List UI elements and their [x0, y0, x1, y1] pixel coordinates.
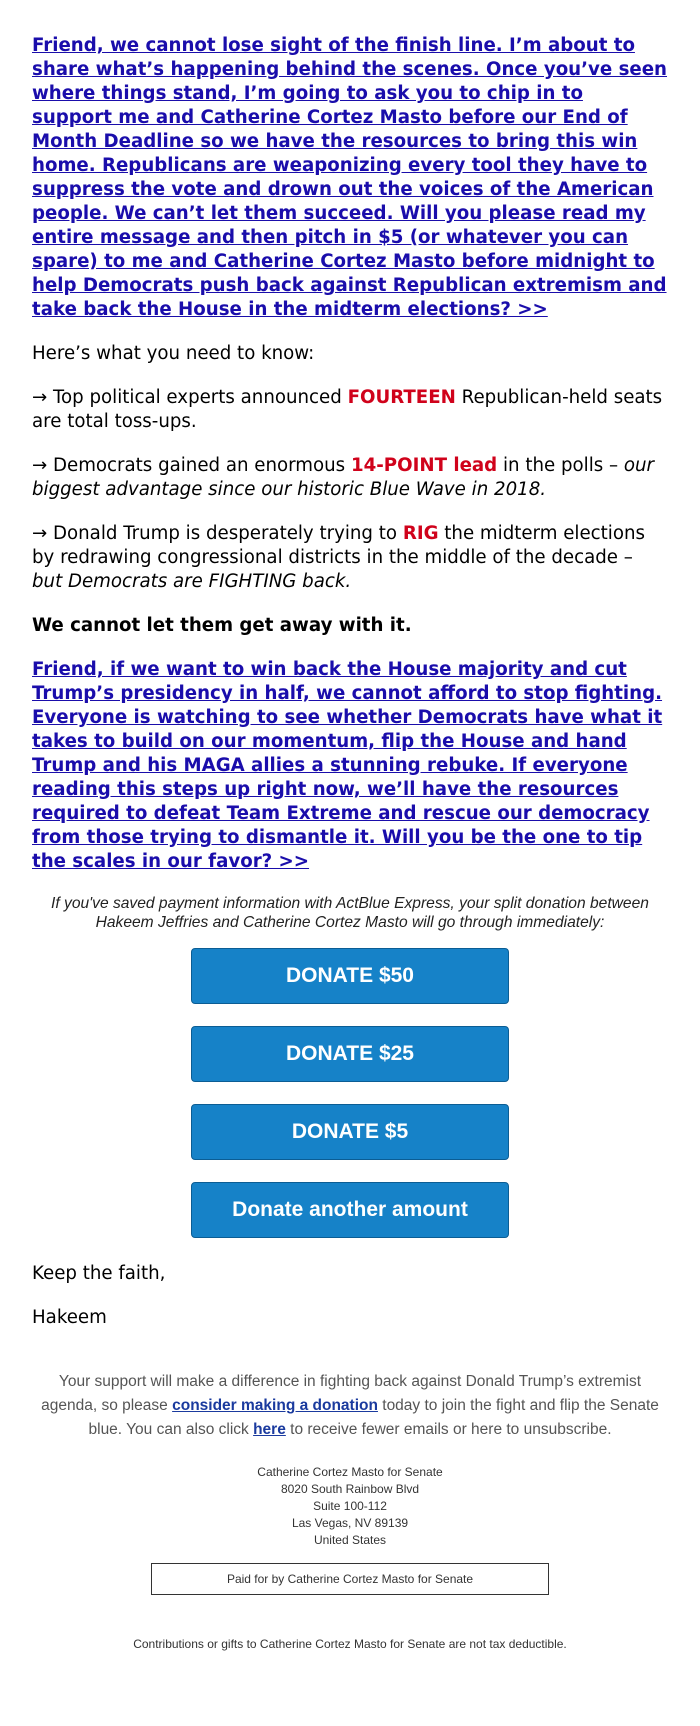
highlight-text: 14-POINT lead: [350, 455, 498, 476]
email-body: [32, 0, 668, 1651]
address-line: United States: [313, 1533, 387, 1547]
emphasis-line: We cannot let them get away with it.: [32, 615, 412, 636]
address-line: Catherine Cortez Masto for Senate: [257, 1465, 443, 1479]
donate-50-button[interactable]: DONATE $50: [191, 948, 509, 1004]
highlight-text: FOURTEEN: [347, 387, 456, 408]
address-line: Las Vegas, NV 89139: [291, 1516, 409, 1530]
signoff-text: Keep the faith,: [32, 1263, 166, 1284]
bullet-item: → Democrats gained an enormous 14-POINT lead in the polls – our biggest advantage since our historic Blue Wave in 2018.: [32, 455, 655, 500]
highlight-text: RIG: [402, 523, 439, 544]
address-line: 8020 South Rainbow Blvd: [280, 1482, 420, 1496]
consider-donation-link[interactable]: consider making a donation: [172, 1397, 378, 1414]
donate-25-button[interactable]: DONATE $25: [191, 1026, 509, 1082]
footer-text: Your support will make a difference in fighting back against Donald Trump’s extremist agenda, so please consider making a donation today to join the fight and flip the Senate blue. You can also click here to receive fewer emails or here to unsubscribe.: [41, 1373, 659, 1438]
bullet-item: → Top political experts announced FOURTEEN Republican-held seats are total toss-ups.: [32, 387, 663, 432]
tax-disclaimer: Contributions or gifts to Catherine Cortez Masto for Senate are not tax deductible.: [133, 1637, 567, 1651]
signature: Hakeem: [32, 1307, 107, 1328]
donate-buttons: [32, 948, 668, 1260]
mailing-address: [32, 1464, 668, 1549]
donate-5-button[interactable]: DONATE $5: [191, 1104, 509, 1160]
actblue-note: If you've saved payment information with ActBlue Express, your split donation between Hakeem Jeffries and Catherine Cortez Masto will go through immediately:: [51, 895, 649, 931]
donate-other-amount-button[interactable]: Donate another amount: [191, 1182, 509, 1238]
paid-for-box: Paid for by Catherine Cortez Masto for Senate: [151, 1563, 549, 1595]
second-donate-link[interactable]: Friend, if we want to win back the House majority and cut Trump’s presidency in half, we cannot afford to stop fighting. Everyone is watching to see whether Democrats have what it takes to build on our momentum, flip the House and hand Trump and his MAGA allies a stunning rebuke. If everyone reading this steps up right now, we’ll have the resources required to defeat Team Extreme and rescue our democracy from those trying to dismantle it. Will you be the one to tip the scales in our favor? >>: [32, 659, 663, 872]
bullet-item: → Donald Trump is desperately trying to RIG the midterm elections by redrawing congressional districts in the middle of the decade – but Democrats are FIGHTING back.: [32, 523, 645, 592]
need-to-know-heading: Here’s what you need to know:: [32, 343, 315, 364]
fewer-emails-link[interactable]: here: [253, 1421, 286, 1438]
address-line: Suite 100-112: [313, 1499, 387, 1513]
intro-donate-link[interactable]: Friend, we cannot lose sight of the finish line. I’m about to share what’s happening behind the scenes. Once you’ve seen where things stand, I’m going to ask you to chip in to support me and Catherine Cortez Masto before our End of Month Deadline so we have the resources to bring this win home. Republicans are weaponizing every tool they have to suppress the vote and drown out the voices of the American people. We can’t let them succeed. Will you please read my entire message and then pitch in $5 (or whatever you can spare) to me and Catherine Cortez Masto before midnight to help Democrats push back against Republican extremism and take back the House in the midterm elections? >>: [32, 35, 668, 320]
